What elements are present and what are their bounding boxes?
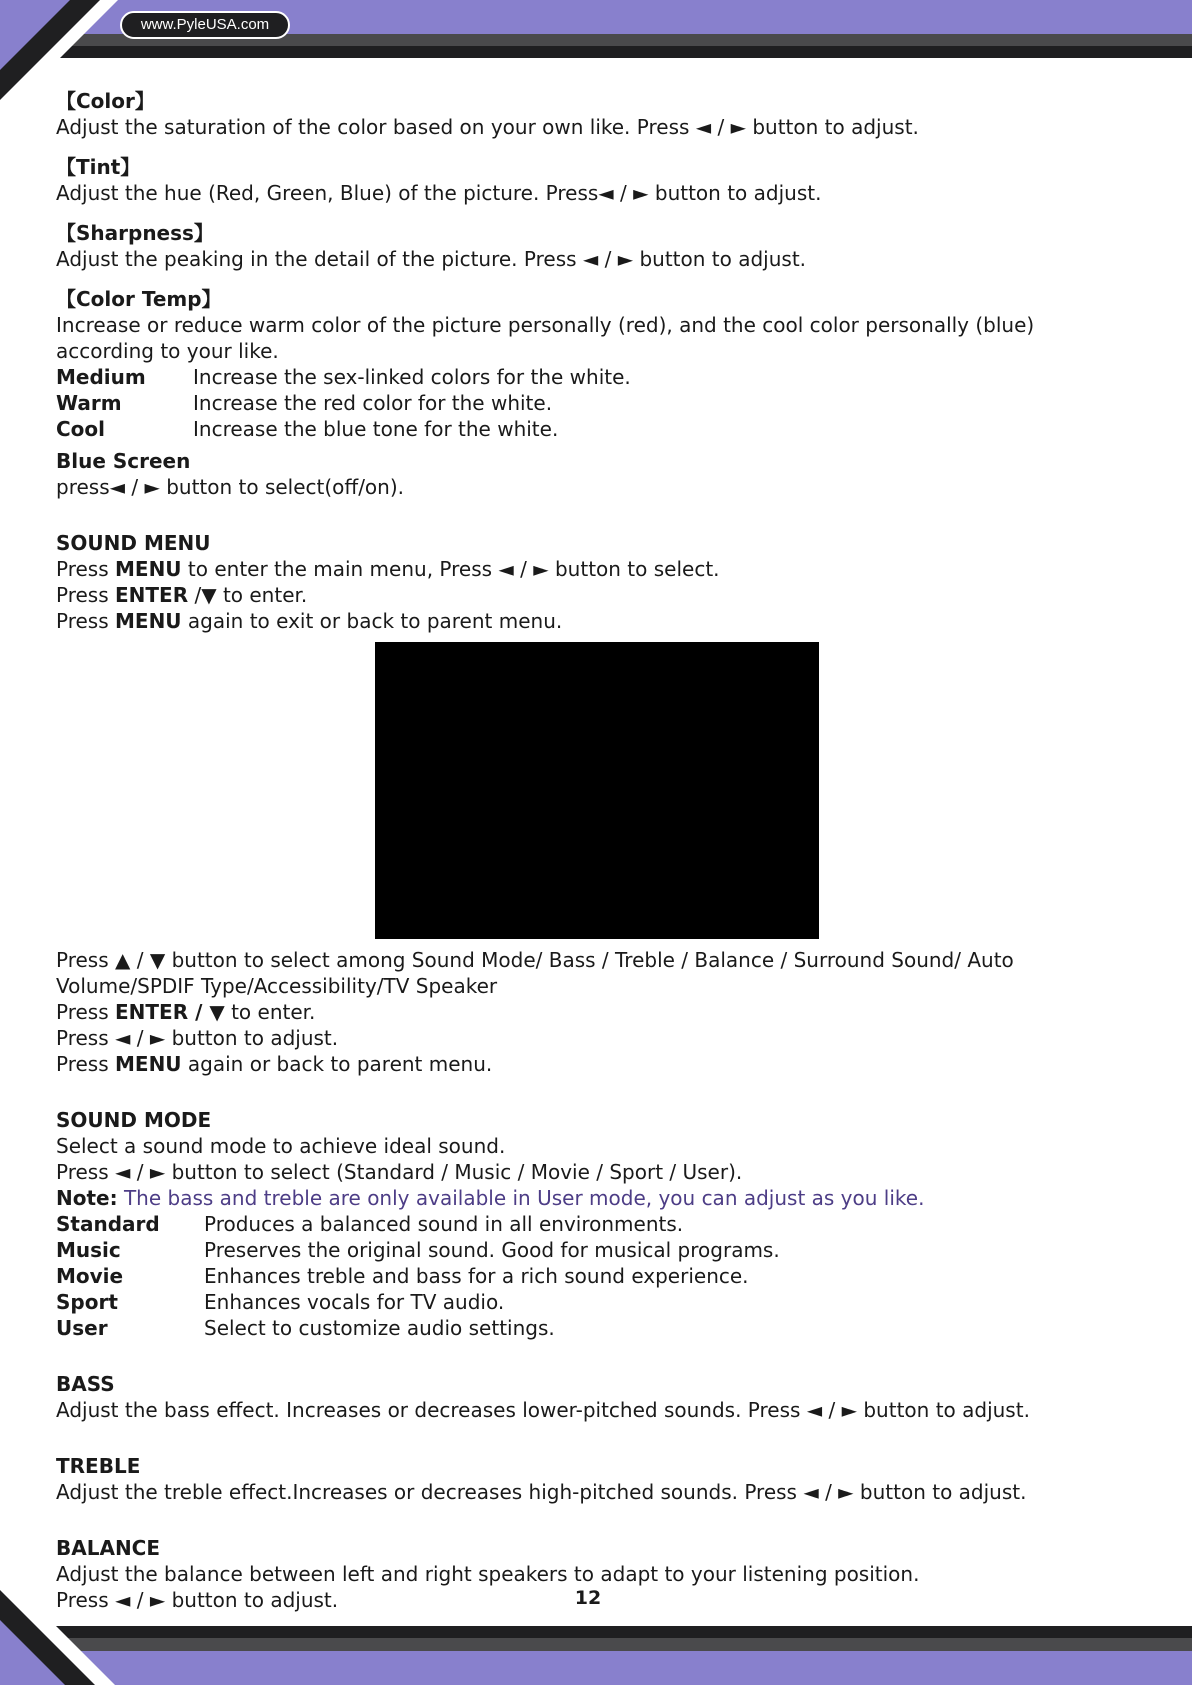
footer-band-dark <box>0 1638 1192 1651</box>
website-url-badge[interactable]: www.PyleUSA.com <box>120 11 290 39</box>
definition-desc: Increase the blue tone for the white. <box>193 417 559 441</box>
section-text-balance: Adjust the balance between left and right speakers to adapt to your listening position. <box>56 1562 920 1586</box>
definition-term: Standard <box>56 1212 160 1236</box>
definition-desc: Produces a balanced sound in all environments. <box>204 1212 684 1236</box>
section-text-balance: Press ◄ / ► button to adjust. <box>56 1588 339 1612</box>
section-text-sharpness: Adjust the peaking in the detail of the picture. Press ◄ / ► button to adjust. <box>56 247 807 271</box>
definition-desc: Enhances treble and bass for a rich sound experience. <box>204 1264 749 1288</box>
definition-row <box>56 364 1136 390</box>
definition-row <box>56 1289 1136 1315</box>
instruction-line: Press MENU again to exit or back to parent menu. <box>56 609 563 633</box>
section-title-color-temp: 【Color Temp】 <box>56 287 222 311</box>
section-title-sharpness: 【Sharpness】 <box>56 221 214 245</box>
definition-desc: Enhances vocals for TV audio. <box>204 1290 505 1314</box>
instruction-line: Press ◄ / ► button to select (Standard / Music / Movie / Sport / User). <box>56 1160 743 1184</box>
note-line <box>56 1185 1136 1211</box>
section-title-tint: 【Tint】 <box>56 155 141 179</box>
instruction-line: Press MENU again or back to parent menu. <box>56 1052 493 1076</box>
definition-term: Medium <box>56 365 146 389</box>
section-title-balance: BALANCE <box>56 1536 161 1560</box>
footer-band-black <box>0 1626 1192 1638</box>
section-title-treble: TREBLE <box>56 1454 141 1478</box>
section-text-color: Adjust the saturation of the color based on your own like. Press ◄ / ► button to adjust. <box>56 115 919 139</box>
section-text-bass: Adjust the bass effect. Increases or decreases lower-pitched sounds. Press ◄ / ► button to adjust. <box>56 1398 1030 1422</box>
section-text-color-temp: Increase or reduce warm color of the picture personally (red), and the cool color personally (blue) according to your like. <box>56 313 1035 363</box>
section-text-treble: Adjust the treble effect.Increases or decreases high-pitched sounds. Press ◄ / ► button to adjust. <box>56 1480 1027 1504</box>
definition-row <box>56 390 1136 416</box>
definition-desc: Select to customize audio settings. <box>204 1316 555 1340</box>
manual-content <box>56 88 1136 1613</box>
section-text-tint: Adjust the hue (Red, Green, Blue) of the picture. Press◄ / ► button to adjust. <box>56 181 822 205</box>
section-title-bass: BASS <box>56 1372 115 1396</box>
menu-screenshot-placeholder <box>375 642 819 939</box>
instruction-line: Press ◄ / ► button to adjust. <box>56 1026 339 1050</box>
definition-term: Movie <box>56 1264 124 1288</box>
section-text-blue-screen: press◄ / ► button to select(off/on). <box>56 475 405 499</box>
section-title-blue-screen: Blue Screen <box>56 449 191 473</box>
definition-row <box>56 1211 1136 1237</box>
definition-row <box>56 1237 1136 1263</box>
note-label: Note: <box>56 1186 118 1210</box>
definition-row <box>56 416 1136 442</box>
definition-term: Cool <box>56 417 106 441</box>
instruction-line: Press ▲ / ▼ button to select among Sound Mode/ Bass / Treble / Balance / Surround Sound/ Auto Volume/SPDIF Type/Accessibility/TV Speaker <box>56 948 1014 998</box>
instruction-line: Press ENTER /▼ to enter. <box>56 583 308 607</box>
header-band-black <box>0 46 1192 58</box>
footer-band-purple <box>0 1651 1192 1685</box>
definition-row <box>56 1315 1136 1341</box>
section-title-sound-mode: SOUND MODE <box>56 1108 212 1132</box>
definition-desc: Increase the red color for the white. <box>193 391 553 415</box>
definition-term: Sport <box>56 1290 118 1314</box>
instruction-line: Select a sound mode to achieve ideal sound. <box>56 1134 506 1158</box>
definition-term: User <box>56 1316 108 1340</box>
instruction-line: Press ENTER / ▼ to enter. <box>56 1000 316 1024</box>
note-text: The bass and treble are only available in User mode, you can adjust as you like. <box>117 1186 925 1210</box>
page-number: 12 <box>574 1587 602 1609</box>
instruction-line: Press MENU to enter the main menu, Press ◄ / ► button to select. <box>56 557 720 581</box>
section-title-sound-menu: SOUND MENU <box>56 531 211 555</box>
section-title-color: 【Color】 <box>56 89 155 113</box>
definition-row <box>56 1263 1136 1289</box>
definition-desc: Increase the sex-linked colors for the white. <box>193 365 631 389</box>
definition-desc: Preserves the original sound. Good for musical programs. <box>204 1238 780 1262</box>
definition-term: Music <box>56 1238 121 1262</box>
definition-term: Warm <box>56 391 122 415</box>
